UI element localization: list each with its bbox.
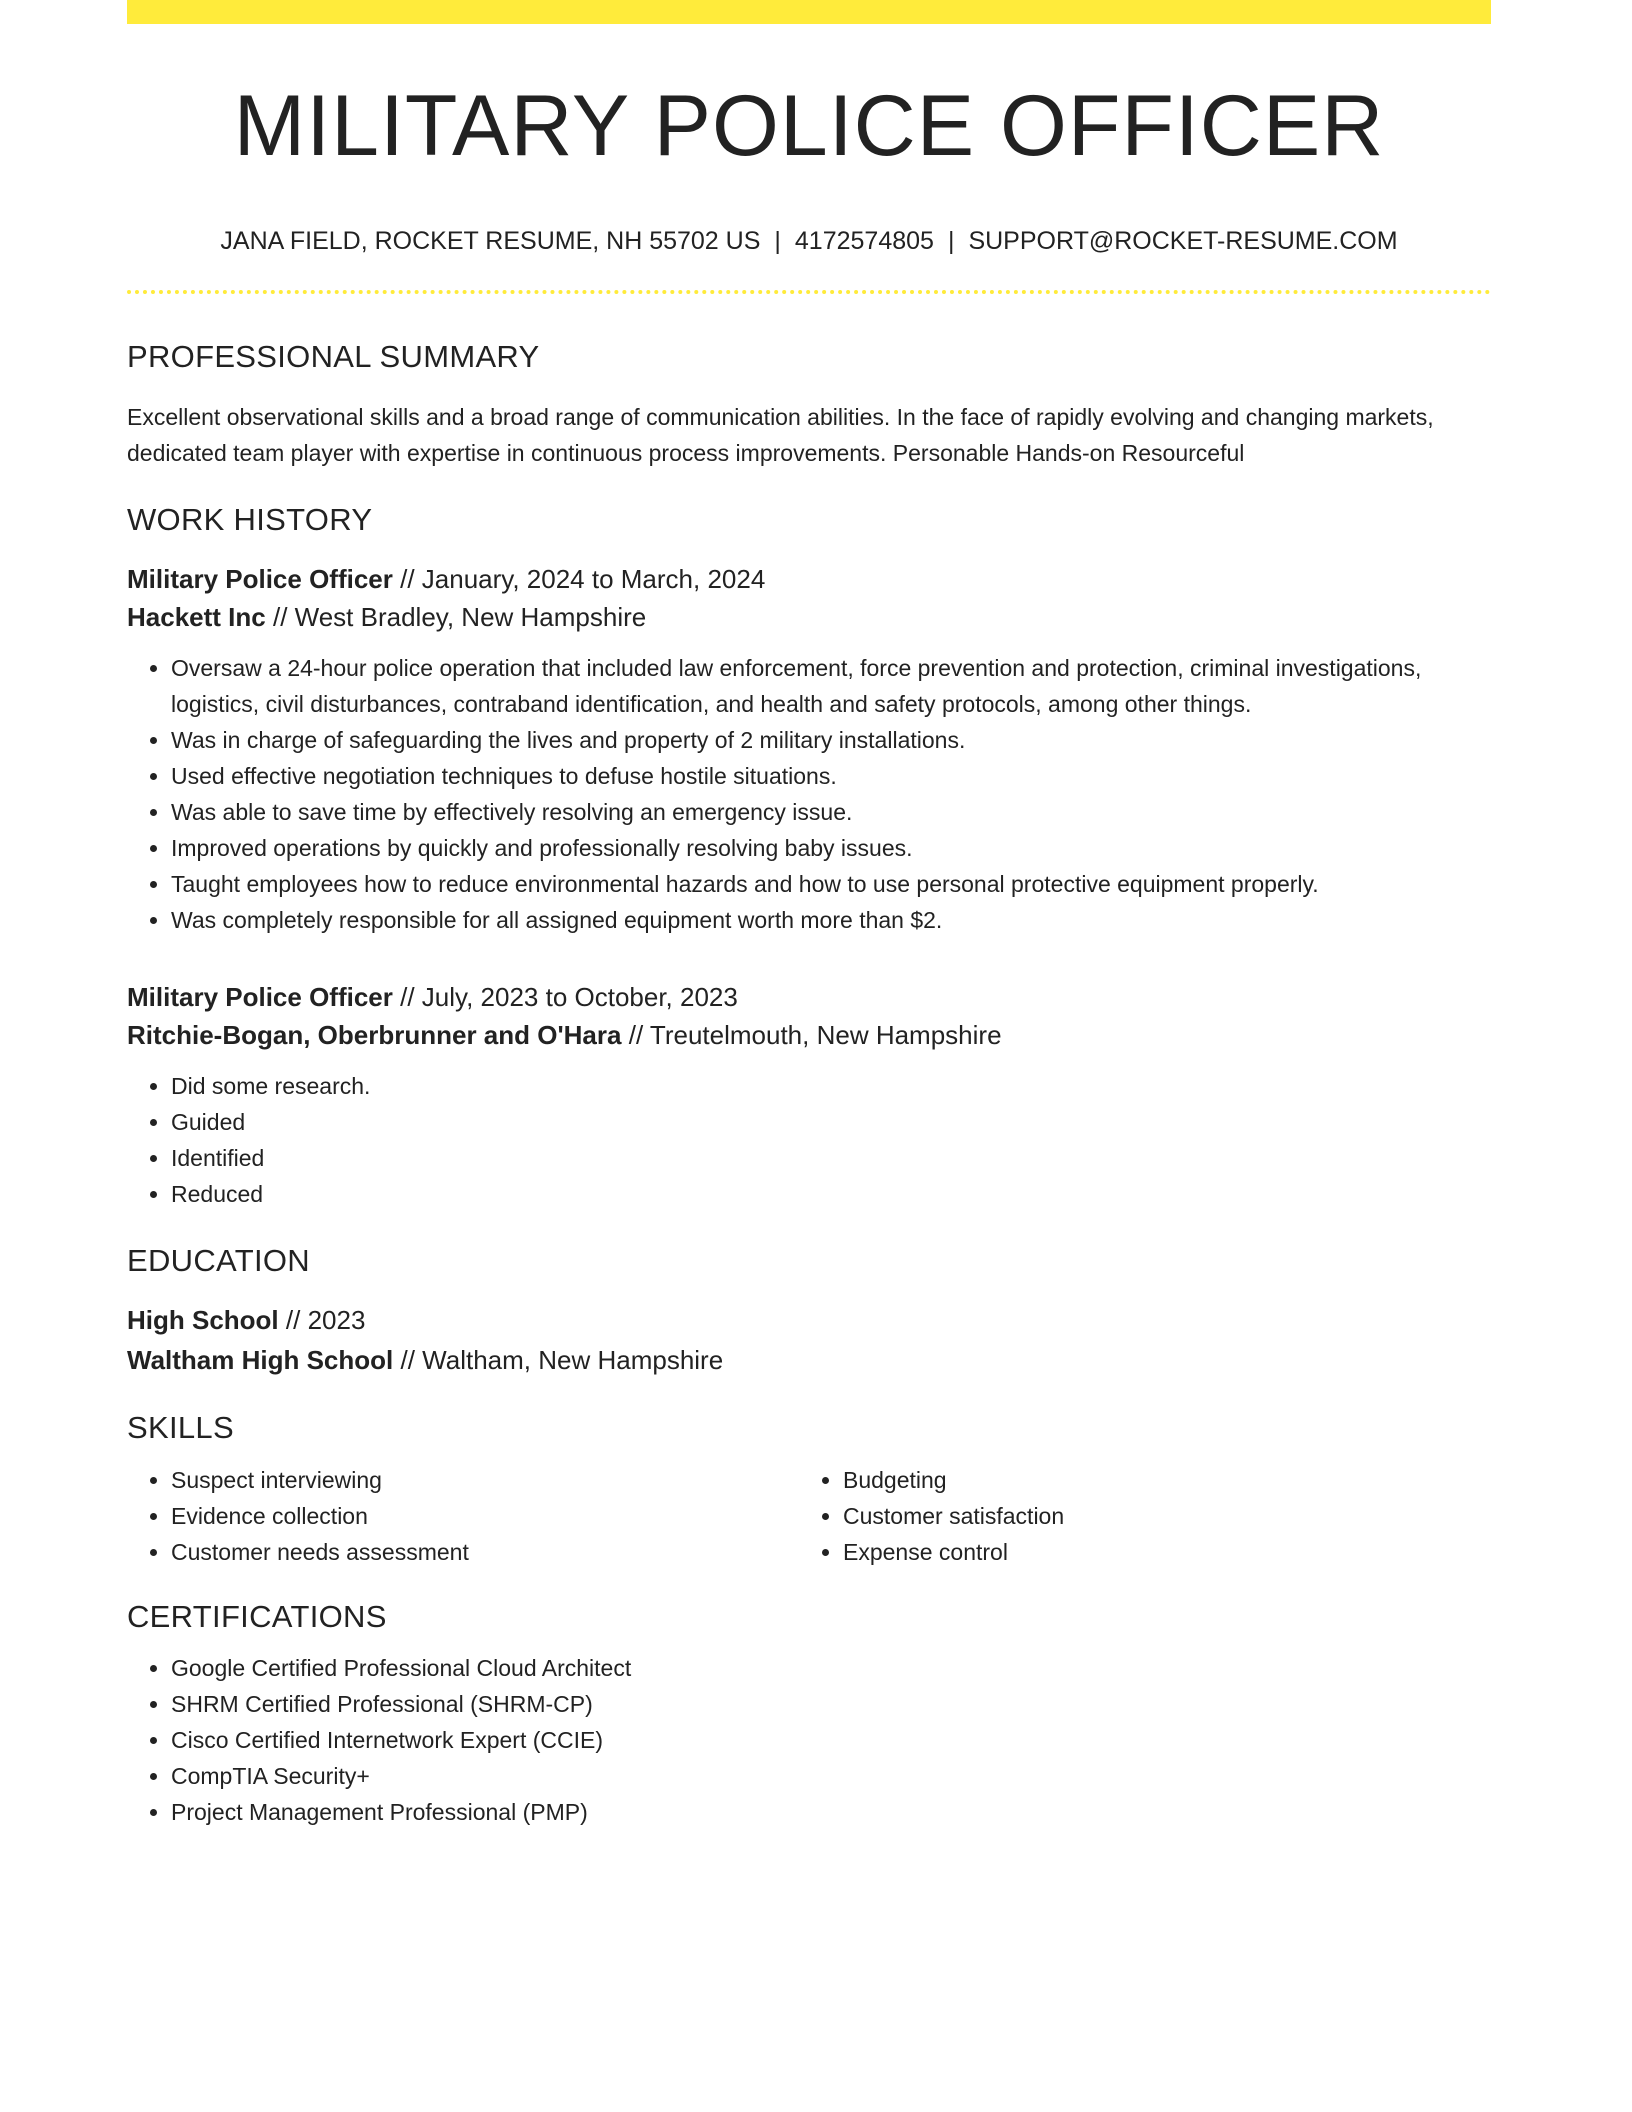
contact-separator: | xyxy=(947,226,955,255)
job-entry xyxy=(127,978,1491,1212)
job-bullet: • Did some research. xyxy=(171,1068,1491,1104)
skill-item: • Suspect interviewing xyxy=(171,1462,799,1498)
accent-top-bar xyxy=(127,0,1491,24)
skill-item: • Expense control xyxy=(843,1534,1535,1570)
certification-item: • Cisco Certified Internetwork Expert (CCIE) xyxy=(171,1722,1491,1758)
skill-item: • Evidence collection xyxy=(171,1498,799,1534)
job-bullets xyxy=(127,650,1491,938)
contact-email: SUPPORT@ROCKET-RESUME.COM xyxy=(968,226,1398,255)
skills-right-column xyxy=(799,1462,1535,1570)
skill-item: • Customer satisfaction xyxy=(843,1498,1535,1534)
certification-item: • SHRM Certified Professional (SHRM-CP) xyxy=(171,1686,1491,1722)
job-entry xyxy=(127,560,1491,938)
job-bullets xyxy=(127,1068,1491,1212)
work-history-heading: WORK HISTORY xyxy=(127,501,373,537)
education-school: Waltham High School xyxy=(127,1345,394,1376)
job-bullet: • Guided xyxy=(171,1104,1491,1140)
dotted-divider xyxy=(127,290,1491,294)
job-bullet: • Identified xyxy=(171,1140,1491,1176)
job-bullet: • Oversaw a 24-hour police operation that included law enforcement, force prevention and protection, criminal investigations, logistics, civil disturbances, contraband identification, and health and safety protocols, among other things. xyxy=(171,650,1491,722)
certification-item: • Project Management Professional (PMP) xyxy=(171,1794,1491,1830)
job-title-line xyxy=(127,978,1491,1016)
contact-line xyxy=(127,226,1491,256)
contact-address: JANA FIELD, ROCKET RESUME, NH 55702 US xyxy=(220,226,761,255)
job-dates: // January, 2024 to March, 2024 xyxy=(400,563,766,594)
job-location: // Treutelmouth, New Hampshire xyxy=(628,1019,1002,1050)
job-bullet: • Was in charge of safeguarding the lives and property of 2 military installations. xyxy=(171,722,1491,758)
certifications-list xyxy=(127,1650,1491,1830)
summary-heading: PROFESSIONAL SUMMARY xyxy=(127,338,540,374)
skills-heading: SKILLS xyxy=(127,1410,234,1446)
education-degree-line xyxy=(127,1301,1491,1339)
job-bullet: • Taught employees how to reduce environmental hazards and how to use personal protective equipment properly. xyxy=(171,866,1491,902)
job-bullet: • Used effective negotiation techniques to defuse hostile situations. xyxy=(171,758,1491,794)
job-dates: // July, 2023 to October, 2023 xyxy=(400,981,738,1012)
contact-separator: | xyxy=(774,226,781,255)
certification-item: • Google Certified Professional Cloud Architect xyxy=(171,1650,1491,1686)
job-title: Military Police Officer xyxy=(127,981,393,1012)
education-entry xyxy=(127,1301,1491,1379)
job-company-line xyxy=(127,1016,1491,1054)
education-year: // 2023 xyxy=(285,1305,366,1336)
certifications-heading: CERTIFICATIONS xyxy=(127,1599,387,1635)
resume-title: MILITARY POLICE OFFICER xyxy=(233,78,1385,174)
education-school-line xyxy=(127,1341,1491,1379)
summary-text: Excellent observational skills and a broad range of communication abilities. In the face of rapidly evolving and changing markets, dedicated team player with expertise in continuous process improvements. Personable Hands-on Resourceful xyxy=(127,403,1434,466)
job-title-line xyxy=(127,560,1491,598)
skill-item: • Customer needs assessment xyxy=(171,1534,799,1570)
education-heading: EDUCATION xyxy=(127,1242,310,1278)
skills-left-column xyxy=(127,1462,799,1570)
education-location: // Waltham, New Hampshire xyxy=(400,1345,724,1376)
resume-page xyxy=(127,0,1491,1830)
skill-item: • Budgeting xyxy=(843,1462,1535,1498)
certification-item: • CompTIA Security+ xyxy=(171,1758,1491,1794)
education-degree: High School xyxy=(127,1305,279,1336)
skills-grid xyxy=(127,1462,1491,1570)
job-location: // West Bradley, New Hampshire xyxy=(272,601,647,632)
job-title: Military Police Officer xyxy=(127,563,393,594)
job-bullet: • Improved operations by quickly and professionally resolving baby issues. xyxy=(171,830,1491,866)
job-bullet: • Reduced xyxy=(171,1176,1491,1212)
job-company: Hackett Inc xyxy=(127,601,266,632)
job-bullet: • Was completely responsible for all assigned equipment worth more than $2. xyxy=(171,902,1491,938)
job-bullet: • Was able to save time by effectively resolving an emergency issue. xyxy=(171,794,1491,830)
job-company-line xyxy=(127,598,1491,636)
job-company: Ritchie-Bogan, Oberbrunner and O'Hara xyxy=(127,1019,622,1050)
contact-phone: 4172574805 xyxy=(794,226,934,255)
